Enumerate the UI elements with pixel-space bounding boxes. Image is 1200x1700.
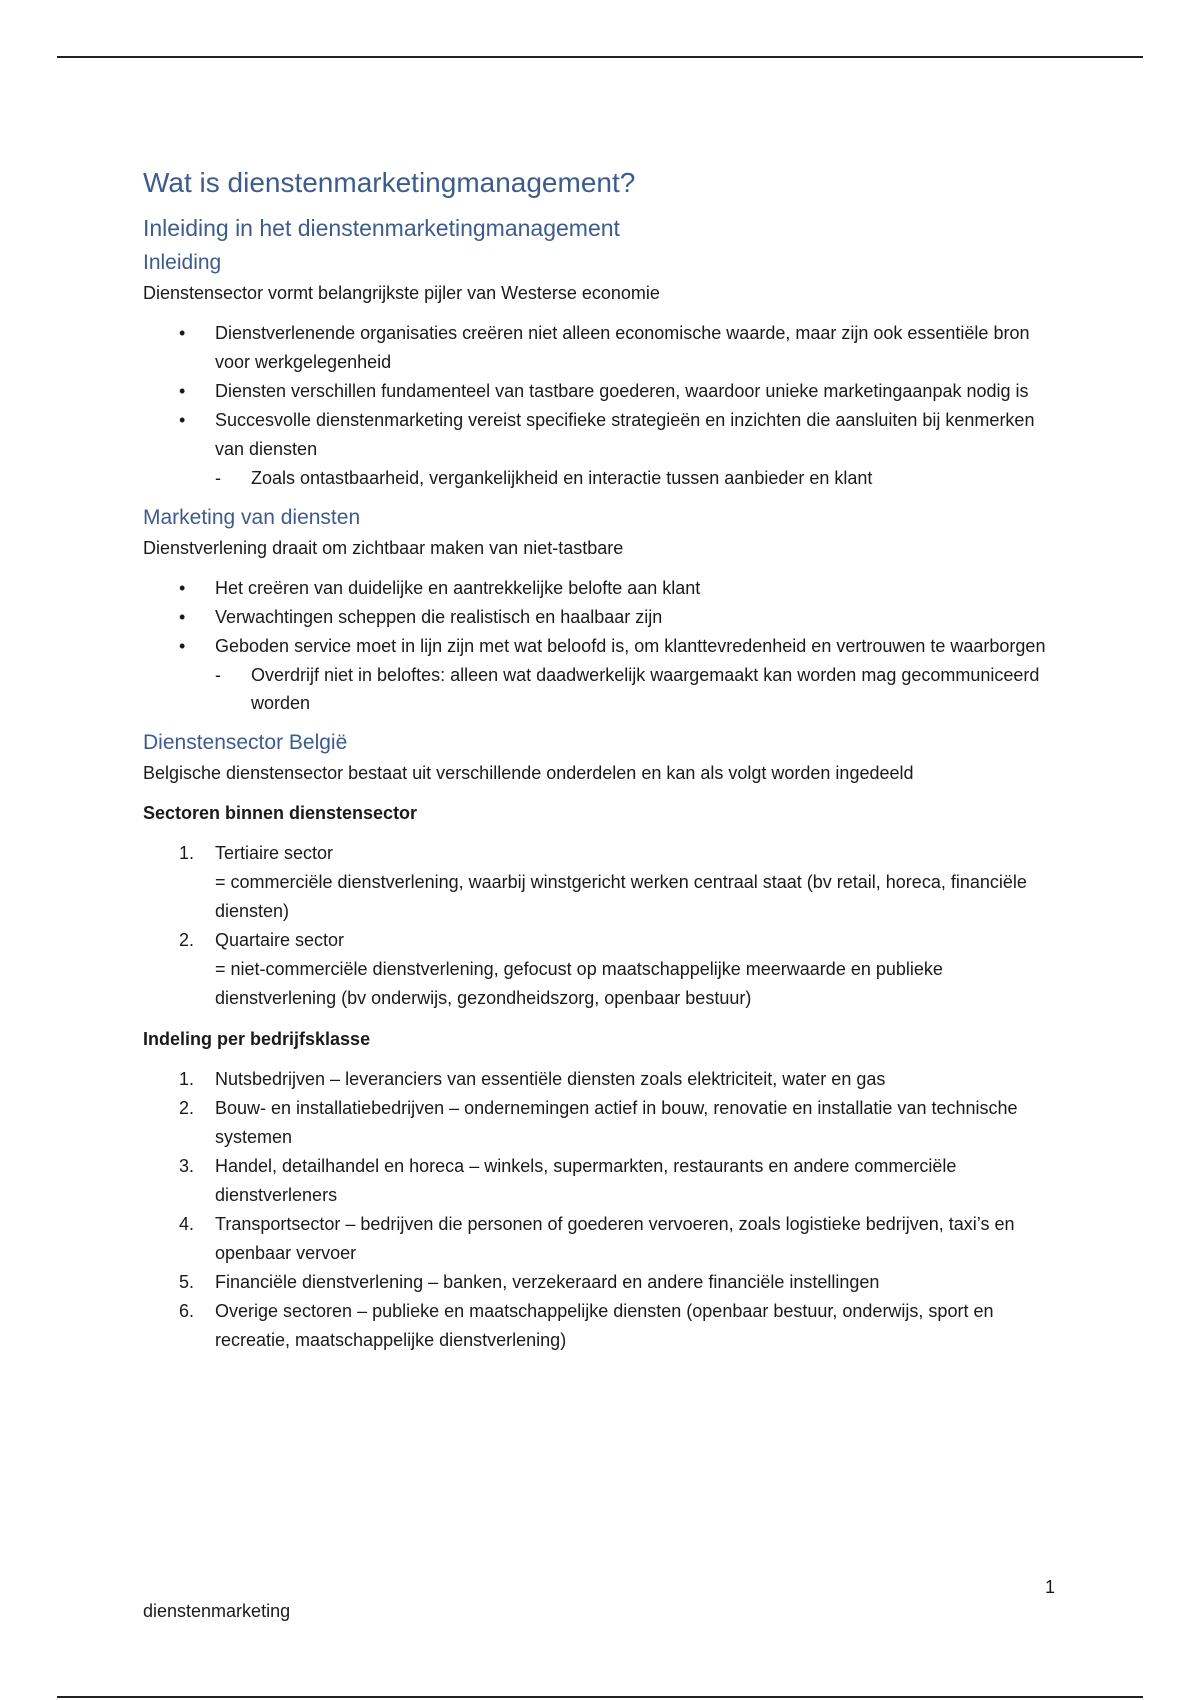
document-body xyxy=(143,165,1063,1367)
list-item: • Verwachtingen scheppen die realistisch en haalbaar zijn xyxy=(143,603,1063,632)
bullet-icon: • xyxy=(179,636,186,656)
list-item: 4. Transportsector – bedrijven die personen of goederen vervoeren, zoals logistieke bedrijven, taxi’s en openbaar vervoer xyxy=(179,1214,1015,1263)
bullet-icon: • xyxy=(179,410,186,430)
classes-heading: Indeling per bedrijfsklasse xyxy=(143,1029,371,1049)
list-item: 6. Overige sectoren – publieke en maatschappelijke diensten (openbaar bestuur, onderwijs, sport en recreatie, maatschappelijke dienstverlening) xyxy=(179,1301,994,1350)
header-rule xyxy=(57,56,1143,58)
footer-text: dienstenmarketing xyxy=(143,1601,291,1621)
bullet-icon: • xyxy=(179,607,186,627)
list-item: • Diensten verschillen fundamenteel van tastbare goederen, waardoor unieke marketingaanpak nodig is xyxy=(143,377,1063,406)
page-number: 1 xyxy=(1045,1577,1056,1597)
list-item: • Succesvolle dienstenmarketing vereist specifieke strategieën en inzichten die aansluiten bij kenmerken van diensten - Zoals ontastbaarheid, vergankelijkheid en interactie tussen aanbieder en klant xyxy=(143,406,1063,492)
list-item: 2. Quartaire sector = niet-commerciële dienstverlening, gefocust op maatschappelijke meerwaarde en publieke dienstverlening (bv onderwijs, gezondheidszorg, openbaar bestuur) xyxy=(179,930,943,1008)
sectors-heading: Sectoren binnen dienstensector xyxy=(143,803,418,823)
section-intro: Dienstverlening draait om zichtbaar maken van niet-tastbare xyxy=(143,538,624,558)
sectors-list xyxy=(143,839,1063,1013)
dash-icon: - xyxy=(215,468,221,488)
sub-list-item: - Overdrijf niet in beloftes: alleen wat daadwerkelijk waargemaakt kan worden mag gecommuniceerd worden xyxy=(215,661,1063,717)
bullet-list xyxy=(143,574,1063,717)
section-heading-inleiding: Inleiding xyxy=(143,251,222,274)
list-item: • Geboden service moet in lijn zijn met wat beloofd is, om klanttevredenheid en vertrouwen te waarborgen - Overdrijf niet in beloftes: alleen wat daadwerkelijk waargemaakt kan worden mag gecommuniceerd worden xyxy=(143,632,1063,717)
bullet-icon: • xyxy=(179,381,186,401)
list-item: • Het creëren van duidelijke en aantrekkelijke belofte aan klant xyxy=(143,574,1063,603)
section-heading-marketing: Marketing van diensten xyxy=(143,506,361,529)
section-intro: Belgische dienstensector bestaat uit verschillende onderdelen en kan als volgt worden ingedeeld xyxy=(143,763,914,783)
bullet-icon: • xyxy=(179,323,186,343)
chapter-subtitle: Inleiding in het dienstenmarketingmanagement xyxy=(143,215,620,241)
list-item: 2. Bouw- en installatiebedrijven – ondernemingen actief in bouw, renovatie en installatie van technische systemen xyxy=(179,1098,1018,1147)
sub-list xyxy=(215,464,1063,492)
bullet-icon: • xyxy=(179,578,186,598)
sub-list-item: - Zoals ontastbaarheid, vergankelijkheid en interactie tussen aanbieder en klant xyxy=(215,464,1063,492)
list-item: 1. Tertiaire sector = commerciële dienstverlening, waarbij winstgericht werken centraal staat (bv retail, horeca, financiële diensten) xyxy=(179,843,1027,921)
classes-list xyxy=(143,1065,1063,1355)
section-heading-belgie: Dienstensector België xyxy=(143,731,348,754)
list-item: • Dienstverlenende organisaties creëren niet alleen economische waarde, maar zijn ook essentiële bron voor werkgelegenheid xyxy=(143,319,1063,377)
list-item: 5. Financiële dienstverlening – banken, verzekeraard en andere financiële instellingen xyxy=(179,1272,880,1292)
page-title: Wat is dienstenmarketingmanagement? xyxy=(143,167,636,198)
section-intro: Dienstensector vormt belangrijkste pijler van Westerse economie xyxy=(143,283,660,303)
footer-rule xyxy=(57,1696,1143,1698)
dash-icon: - xyxy=(215,665,221,685)
list-item: 3. Handel, detailhandel en horeca – winkels, supermarkten, restaurants en andere commerciële dienstverleners xyxy=(179,1156,957,1205)
list-item: 1. Nutsbedrijven – leveranciers van essentiële diensten zoals elektriciteit, water en gas xyxy=(179,1069,886,1089)
sub-list xyxy=(215,661,1063,717)
bullet-list xyxy=(143,319,1063,492)
